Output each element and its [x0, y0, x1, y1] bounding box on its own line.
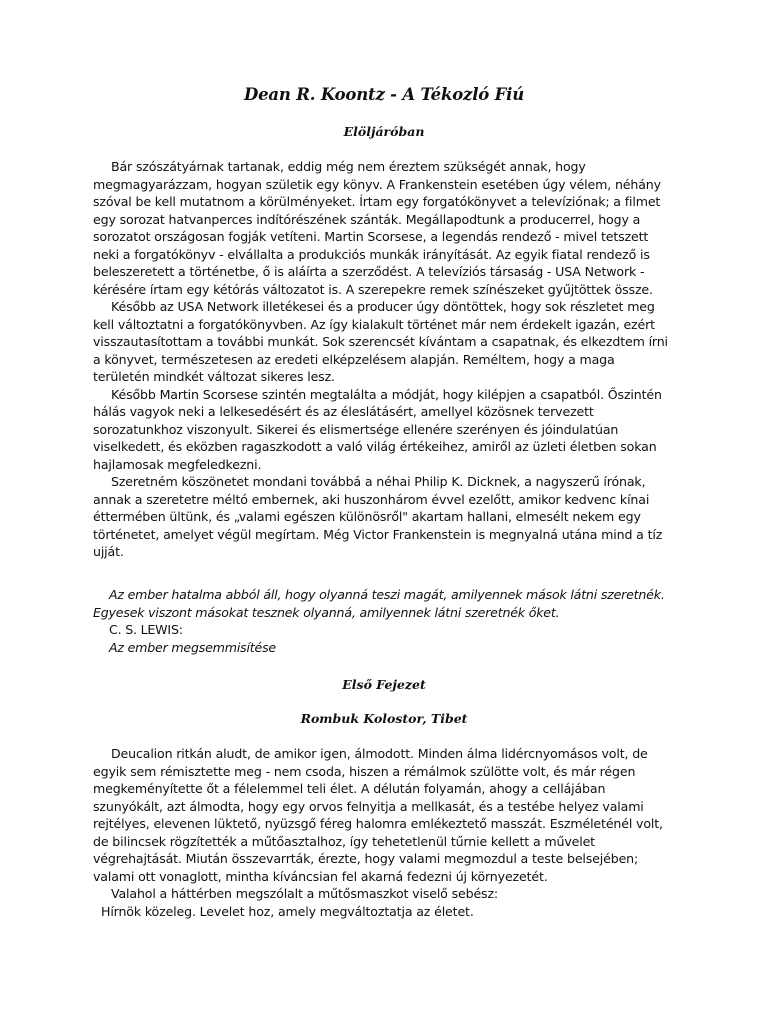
- epigraph-line: Egyesek viszont másokat tesznek olyanná, amilyennek látni szeretnék őket.: [93, 604, 560, 620]
- preface-heading: Elöljáróban: [343, 124, 425, 139]
- paragraph: Szeretném köszönetet mondani továbbá a néhai Philip K. Dicknek, a nagyszerű írónak, annak a szeretetre méltó embernek, aki huszonhárom évvel ezelőtt, amikor kedvenc kínai éttermében ültünk, és „valami egészen különösről" akartam hallani, elmesélt nekem egy történetet, amelyet végül megírtam. Még Victor Frankenstein is megnyalná utána mind a tíz ujját.: [93, 474, 663, 559]
- epigraph-author: C. S. LEWIS:: [109, 622, 183, 637]
- paragraph: Valahol a háttérben megszólalt a műtősmaszkot viselő sebész:: [111, 886, 499, 901]
- paragraph: Később Martin Scorsese szintén megtalálta a módját, hogy kilépjen a csapatból. Őszintén hálás vagyok neki a lelkesedésért és az éleslátásért, amellyel közösnek tervezett sorozatunkhoz viszonyult. Sikerei és elismertsége ellenére szerényen és jóindulatúan viselkedett, és eközben ragaszkodott a való világ értékeihez, amiről az üzleti életben sokan hajlamosak megfeledkezni.: [93, 386, 662, 472]
- chapter-subheading: Rombuk Kolostor, Tibet: [300, 711, 468, 726]
- epigraph-source: Az ember megsemmisítése: [109, 639, 276, 655]
- paragraph: Deucalion ritkán aludt, de amikor igen, álmodott. Minden álma lidércnyomásos volt, de egyik sem rémisztette meg - nem csoda, hiszen a rémálmok szülötte volt, és már régen megkeményítette őt a félelemmel teli élet. A délután folyamán, ahogy a cellájában szunyókált, azt álmodta, hogy egy orvos felnyitja a mellkasát, és a testébe helyez valami rejtélyes, elevenen lüktető, nyüzsgő féreg halomra emlékeztető masszát. Eszméleténél volt, de bilincsek rögzítették a műtőasztalhoz, így tehetetlenül tűrnie kellett a művelet végrehajtását. Miután összevarrták, érezte, hogy valami megmozdul a teste belsejében; valami ott vonaglott, mintha kíváncsian fel akarná fedezni új környezetét.: [93, 746, 663, 884]
- chapter-heading: Első Fejezet: [342, 677, 426, 692]
- paragraph: Később az USA Network illetékesei és a producer úgy döntöttek, hogy sok részletet meg kell változtatni a forgatókönyvben. Az így kialakult történet már nem érdekelt igazán, ezért visszautasítottam a további munkát. Sok szerencsét kívántam a csapatnak, és elkezdtem írni a könyvet, természetesen az eredeti elképzelésem alapján. Reméltem, hogy a maga területén mindkét változat sikeres lesz.: [93, 299, 668, 384]
- epigraph: [93, 586, 693, 656]
- paragraph: Hírnök közeleg. Levelet hoz, amely megváltoztatja az életet.: [101, 903, 474, 919]
- epigraph-line: Az ember hatalma abból áll, hogy olyanná teszi magát, amilyennek mások látni szeretnék.: [109, 587, 665, 602]
- paragraph: Bár szószátyárnak tartanak, eddig még nem éreztem szükségét annak, hogy megmagyarázzam, hogyan születik egy könyv. A Frankenstein esetében úgy vélem, néhány szóval be kell mutatnom a körülményeket. Írtam egy forgatókönyvet a televíziónak; a filmet egy sorozat hatvanperces indítórészének szánták. Megállapodtunk a producerrel, hogy a sorozatot országosan fogják vetíteni. Martin Scorsese, a legendás rendező - mivel tetszett neki a forgatókönyv - elvállalta a produkciós munkák irányítását. Az egyik fiatal rendező is beleszeretett a történetbe, ő is aláírta a szerződést. A televíziós társaság - USA Network - kérésére írtam egy kétórás változatot is. A szerepekre remek színészeket gyűjtöttek össze.: [93, 159, 661, 297]
- document-title: Dean R. Koontz - A Tékozló Fiú: [244, 85, 524, 104]
- preface-body: [93, 158, 683, 561]
- chapter-body: [93, 745, 683, 920]
